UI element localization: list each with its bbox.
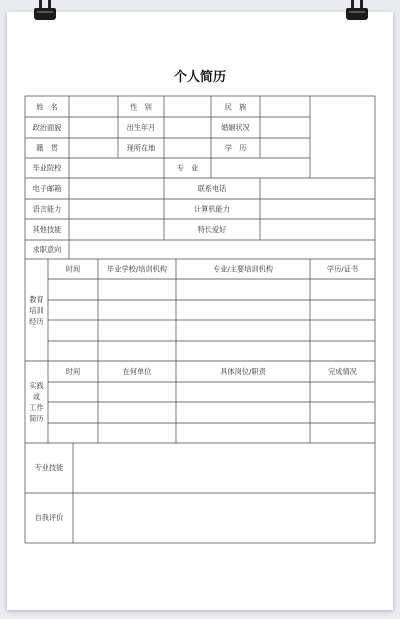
label-native-place: 籍 贯: [36, 143, 58, 153]
label-phone: 联系电话: [197, 184, 227, 193]
work-section-label-1: 实践: [29, 381, 44, 390]
label-computer-skills: 计算机能力: [194, 204, 230, 214]
label-self-evaluation: 自我评价: [34, 513, 64, 522]
label-political-status: 政治面貌: [32, 123, 62, 132]
work-section-label-2: 或: [32, 392, 41, 401]
label-ethnicity: 民 族: [224, 102, 247, 112]
label-hobbies: 特长爱好: [197, 225, 227, 234]
label-professional-skills: 专业技能: [34, 463, 64, 472]
label-email: 电子邮箱: [32, 184, 62, 193]
education-section-label-2: 培训: [29, 306, 44, 315]
work-section-label-3: 工作: [29, 403, 44, 412]
label-education-level: 学 历: [224, 143, 247, 153]
label-job-intention: 求职意向: [32, 245, 62, 254]
document-title: 个人简历: [173, 70, 226, 85]
education-header-major: 专业/主要培训机构: [213, 264, 273, 274]
work-section-label-4: 简历: [29, 414, 44, 423]
work-header-employer: 在何单位: [122, 367, 152, 376]
education-header-degree: 学历/证书: [326, 264, 359, 274]
label-birth-date: 出生年月: [126, 123, 156, 132]
label-language-skills: 语言能力: [32, 204, 62, 214]
label-graduated-school: 毕业院校: [32, 163, 62, 173]
education-header-time: 时间: [65, 264, 81, 274]
education-section-label-1: 教育: [29, 295, 44, 304]
table-border: [25, 96, 375, 543]
work-header-completion: 完成情况: [328, 367, 357, 376]
work-header-position: 具体岗位/职责: [220, 367, 266, 376]
label-other-skills: 其他技能: [32, 225, 62, 234]
label-current-location: 现所在地: [126, 143, 156, 153]
education-header-school: 毕业学校/培训机构: [107, 264, 167, 274]
label-gender: 性 别: [130, 102, 152, 112]
label-name: 姓 名: [36, 102, 58, 112]
label-marital-status: 婚姻状况: [221, 123, 250, 132]
label-major: 专 业: [176, 163, 199, 173]
education-section-label-3: 经历: [29, 317, 44, 326]
work-header-time: 时间: [65, 367, 81, 376]
